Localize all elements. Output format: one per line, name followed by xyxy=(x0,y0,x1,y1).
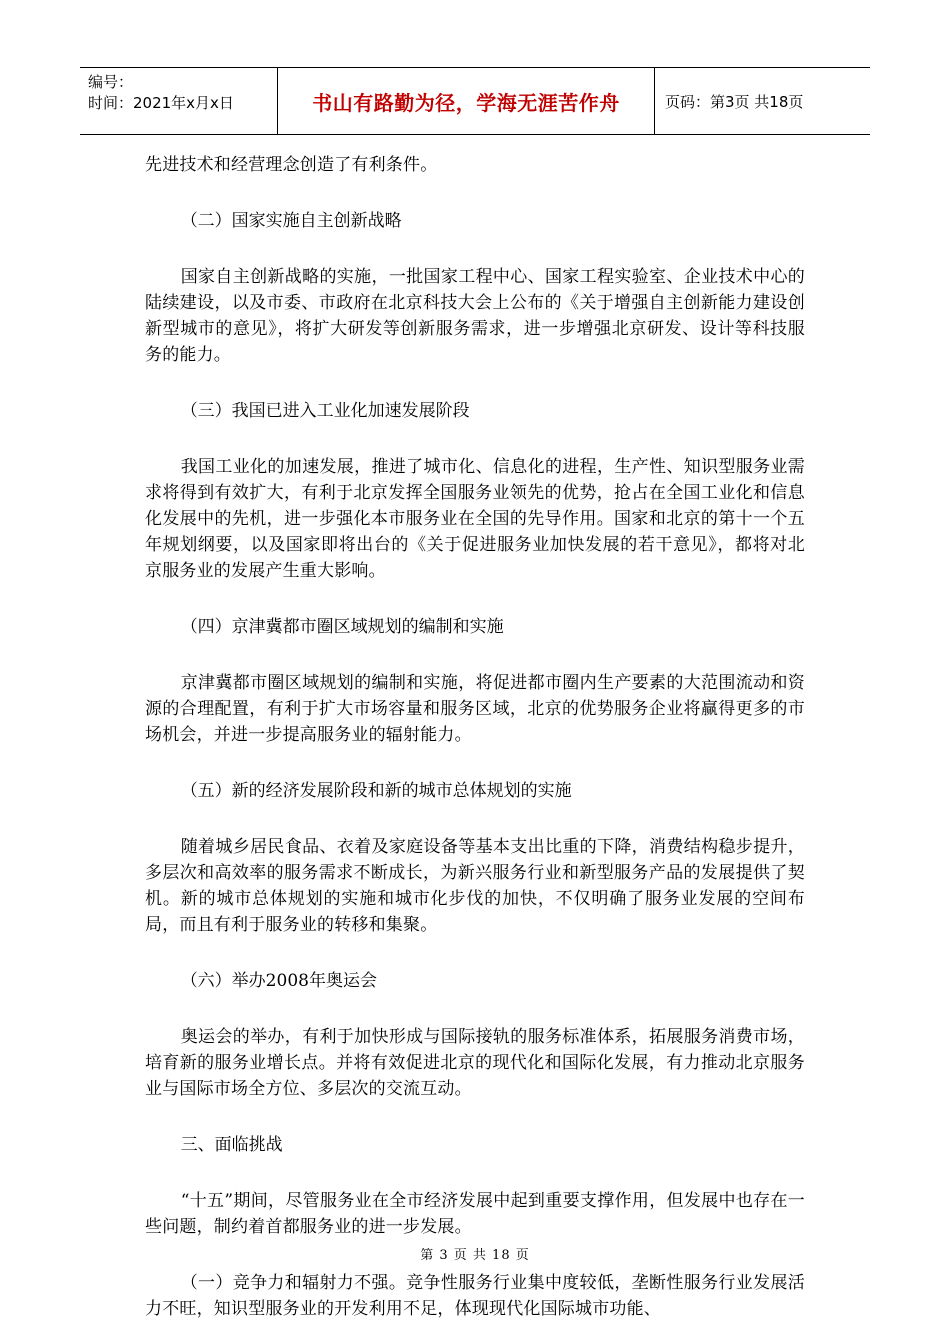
section-heading: （五）新的经济发展阶段和新的城市总体规划的实施 xyxy=(180,781,572,801)
section-heading: （三）我国已进入工业化加速发展阶段 xyxy=(180,401,470,421)
document-time-label: 时间：2021年x月x日 xyxy=(88,94,234,112)
body-paragraph: 奥运会的举办，有利于加快形成与国际接轨的服务标准体系，拓展服务消费市场，培育新的服务业增长点。并将有效促进北京的现代化和国际化发展，有力推动北京服务业与国际市场全方位、多层次的交流互动。 xyxy=(145,1027,805,1099)
section-heading: （二）国家实施自主创新战略 xyxy=(180,211,402,231)
page-footer: 第 3 页 共 18 页 xyxy=(420,1248,530,1263)
section-heading: 三、面临挑战 xyxy=(180,1135,283,1155)
body-paragraph: “十五”期间，尽管服务业在全市经济发展中起到重要支撑作用，但发展中也存在一些问题，制约着首都服务业的进一步发展。 xyxy=(145,1191,805,1237)
body-paragraph: （一）竞争力和辐射力不强。竞争性服务行业集中度较低，垄断性服务行业发展活力不旺，知识型服务业的开发利用不足，体现现代化国际城市功能、 xyxy=(145,1273,805,1319)
section-heading: （六）举办2008年奥运会 xyxy=(180,971,377,991)
header-table xyxy=(80,67,870,135)
header-meta-cell xyxy=(80,68,278,134)
body-paragraph: 京津冀都市圈区域规划的编制和实施，将促进都市圈内生产要素的大范围流动和资源的合理配置，有利于扩大市场容量和服务区域，北京的优势服务企业将赢得更多的市场机会，并进一步提高服务业的辐射能力。 xyxy=(145,673,805,745)
header-page-number: 页码：第3页 共18页 xyxy=(665,92,804,111)
body-paragraph: 先进技术和经营理念创造了有利条件。 xyxy=(145,155,438,175)
section-heading: （四）京津冀都市圈区域规划的编制和实施 xyxy=(180,617,504,637)
document-body xyxy=(145,152,805,1322)
body-paragraph: 我国工业化的加速发展，推进了城市化、信息化的进程，生产性、知识型服务业需求将得到有效扩大，有利于北京发挥全国服务业领先的优势，抢占在全国工业化和信息化发展中的先机，进一步强化本市服务业在全国的先导作用。国家和北京的第十一个五年规划纲要，以及国家即将出台的《关于促进服务业加快发展的若干意见》，都将对北京服务业的发展产生重大影响。 xyxy=(145,457,805,581)
document-number-label: 编号： xyxy=(88,73,134,91)
header-motto: 书山有路勤为径，学海无涯苦作舟 xyxy=(278,68,655,134)
body-paragraph: 随着城乡居民食品、衣着及家庭设备等基本支出比重的下降，消费结构稳步提升，多层次和高效率的服务需求不断成长，为新兴服务行业和新型服务产品的发展提供了契机。新的城市总体规划的实施和城市化步伐的加快，不仅明确了服务业发展的空间布局，而且有利于服务业的转移和集聚。 xyxy=(145,837,805,935)
body-paragraph: 国家自主创新战略的实施，一批国家工程中心、国家工程实验室、企业技术中心的陆续建设，以及市委、市政府在北京科技大会上公布的《关于增强自主创新能力建设创新型城市的意见》，将扩大研发等创新服务需求，进一步增强北京研发、设计等科技服务的能力。 xyxy=(145,267,805,365)
